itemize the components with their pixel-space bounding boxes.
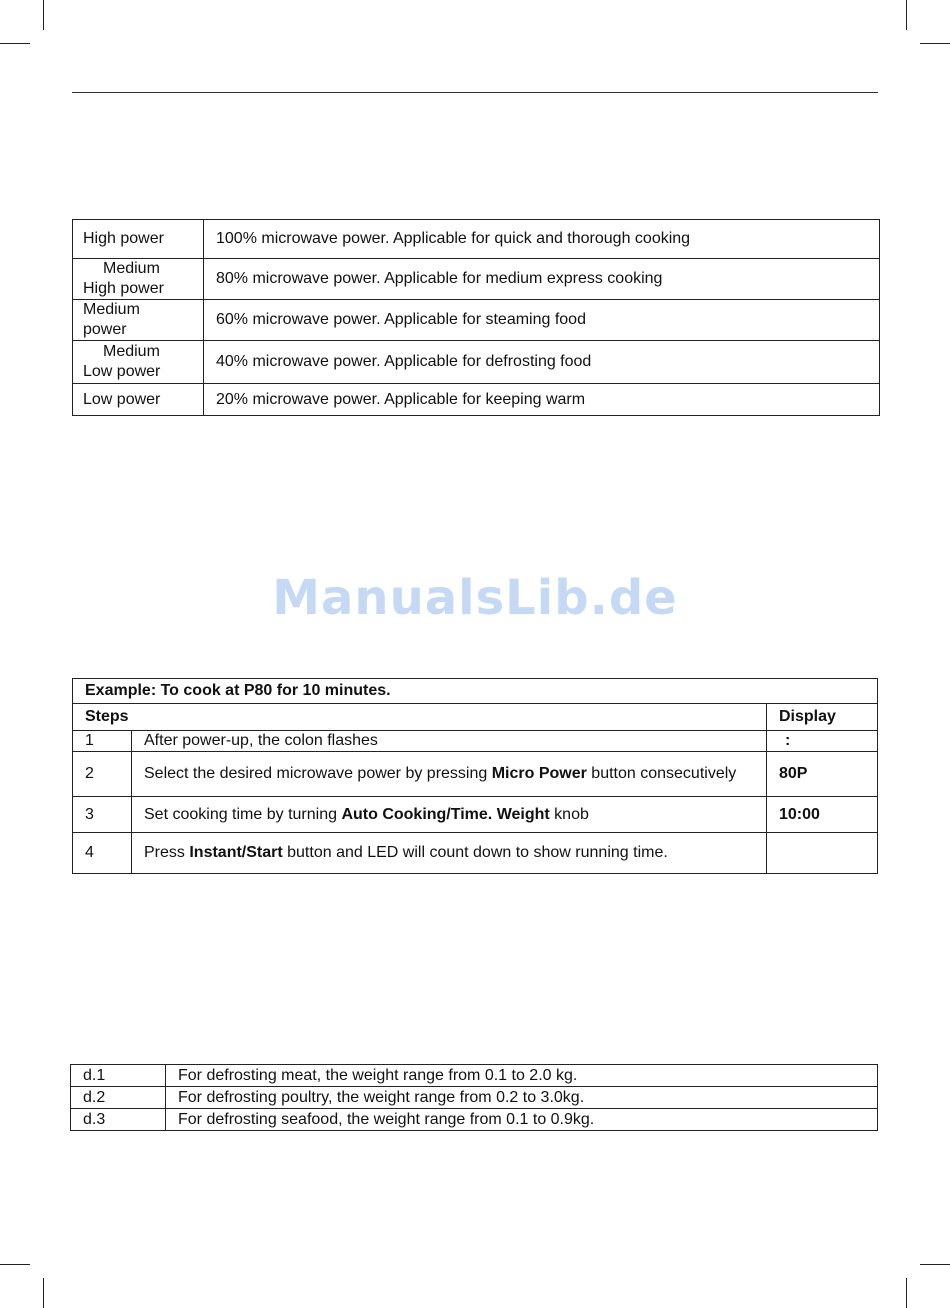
- crop-mark: [43, 0, 44, 30]
- step-display: 80P: [767, 752, 878, 797]
- power-level-cell: Medium Low power: [73, 341, 204, 384]
- table-row: [73, 797, 878, 833]
- table-row: [73, 259, 880, 300]
- power-description-cell: 60% microwave power. Applicable for steaming food: [204, 300, 880, 341]
- table-row: [71, 1087, 878, 1109]
- power-level-cell: Medium power: [73, 300, 204, 341]
- power-level-cell: Low power: [73, 384, 204, 416]
- step-display: 10:00: [767, 797, 878, 833]
- example-title: Example: To cook at P80 for 10 minutes.: [73, 679, 878, 704]
- step-text: After power-up, the colon flashes: [132, 731, 767, 752]
- power-level-cell: Medium High power: [73, 259, 204, 300]
- example-table: [72, 678, 878, 874]
- crop-mark: [43, 1278, 44, 1308]
- defrost-text: For defrosting meat, the weight range from 0.1 to 2.0 kg.: [166, 1065, 878, 1087]
- step-number: 1: [73, 731, 132, 752]
- power-description-cell: 80% microwave power. Applicable for medium express cooking: [204, 259, 880, 300]
- table-row: [73, 833, 878, 874]
- power-description-cell: 40% microwave power. Applicable for defrosting food: [204, 341, 880, 384]
- steps-header: Steps: [73, 704, 767, 731]
- table-row: [73, 300, 880, 341]
- defrost-text: For defrosting seafood, the weight range from 0.1 to 0.9kg.: [166, 1109, 878, 1131]
- table-header-row: [73, 704, 878, 731]
- power-level-table: [72, 219, 880, 416]
- crop-mark: [920, 1264, 950, 1265]
- defrost-text: For defrosting poultry, the weight range from 0.2 to 3.0kg.: [166, 1087, 878, 1109]
- step-number: 4: [73, 833, 132, 874]
- header-rule: [72, 92, 878, 93]
- crop-mark: [906, 1278, 907, 1308]
- power-level-cell: High power: [73, 220, 204, 259]
- table-title-row: [73, 679, 878, 704]
- watermark: ManualsLib.de: [272, 570, 678, 626]
- step-display: :: [767, 731, 878, 752]
- table-row: [73, 341, 880, 384]
- step-number: 2: [73, 752, 132, 797]
- crop-mark: [920, 43, 950, 44]
- table-row: [73, 220, 880, 259]
- table-row: [71, 1065, 878, 1087]
- defrost-code: d.2: [71, 1087, 166, 1109]
- table-row: [73, 731, 878, 752]
- table-row: [73, 752, 878, 797]
- defrost-table: [70, 1064, 878, 1131]
- crop-mark: [0, 43, 30, 44]
- crop-mark: [0, 1264, 30, 1265]
- crop-mark: [906, 0, 907, 30]
- step-number: 3: [73, 797, 132, 833]
- table-row: [73, 384, 880, 416]
- display-header: Display: [767, 704, 878, 731]
- defrost-code: d.1: [71, 1065, 166, 1087]
- step-text: Press Instant/Start button and LED will count down to show running time.: [132, 833, 767, 874]
- table-row: [71, 1109, 878, 1131]
- step-display: [767, 833, 878, 874]
- power-description-cell: 100% microwave power. Applicable for quick and thorough cooking: [204, 220, 880, 259]
- power-description-cell: 20% microwave power. Applicable for keeping warm: [204, 384, 880, 416]
- step-text: Set cooking time by turning Auto Cooking/Time. Weight knob: [132, 797, 767, 833]
- defrost-code: d.3: [71, 1109, 166, 1131]
- step-text: Select the desired microwave power by pressing Micro Power button consecutively: [132, 752, 767, 797]
